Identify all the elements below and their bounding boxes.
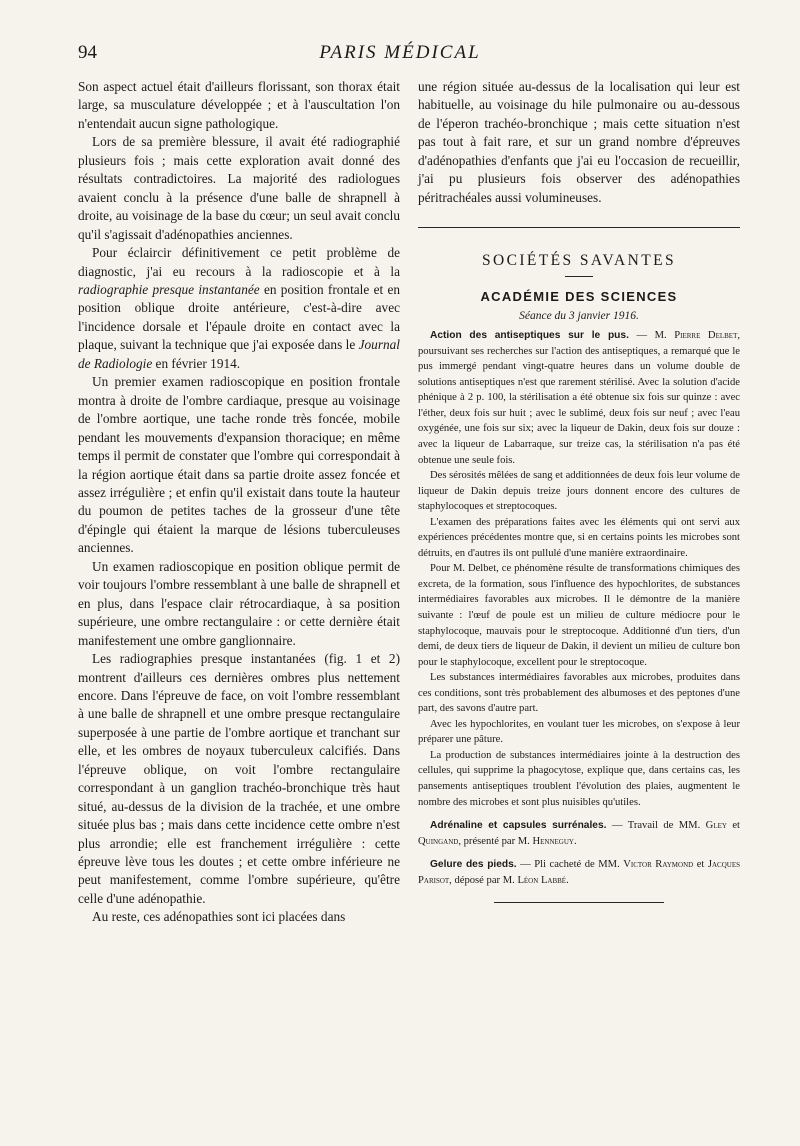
italic-term: radiographie presque instantanée <box>78 281 260 297</box>
end-rule <box>494 902 664 903</box>
session-date: Séance du 3 janvier 1916. <box>519 310 639 323</box>
report-text: , poursuivant ses recherches sur l'action des antiseptiques, a remarqué que le pus immergé pendant vingt-quatre heures dans un volume double de solutions antiseptiques n'est que rarement stérilisé. Avec la solution d'acide phénique à 2 p. 100, la stérilisation a été obtenue six fois sur quinze : avec l'éther, deux fois sur huit ; avec le sublimé, deux fois sur neuf ; avec l'eau oxygénée, une fois sur six; avec la liqueur de Dakin, deux fois sur douze : avec la liqueur de Labarraque, sur treize cas, la stérilisation n'a pas été obtenue une seule fois. <box>418 330 740 466</box>
author-name: Léon Labbé <box>517 874 567 886</box>
paragraph: Un premier examen radioscopique en position frontale montra à droite de l'ombre cardiaque, presque au voisinage de l'ombre aortique, une tache ronde très foncée, mobile pendant les mouvements d'expansion thoracique; en même temps il permit de constater que l'ombre qui correspondait à la région aortique était dans sa partie droite assez foncée et assez irrégulière ; et enfin qu'il existait dans toute la hauteur du poumon de petites taches de la grosseur d'une tête d'épingle qui étaient la marque de lésions tuberculeuses anciennes. <box>78 374 400 556</box>
report-paragraph: La production de substances intermédiaires jointe à la destruction des cellules, qui supprime la phagocytose, explique que, dans certains cas, les pansements antiseptiques troublent l'évolution des plaies, augmentent le nombre des microbes et sont plus nuisibles qu'utiles. <box>418 749 740 808</box>
right-column <box>418 78 740 903</box>
report-text: et <box>693 859 708 871</box>
left-column <box>78 78 400 927</box>
running-title: PARIS MÉDICAL <box>319 42 481 63</box>
journal-title: Journal de Radiologie <box>78 337 400 371</box>
report-paragraph: L'examen des préparations faites avec les éléments qui ont servi aux expériences précédentes montre que, si en certains points les microbes sont détruits, en d'autres ils ont pullulé d'une manière extraordinaire. <box>418 516 740 559</box>
paragraph-text: en février 1914. <box>152 355 241 371</box>
paragraph: Un examen radioscopique en position oblique permit de voir toujours l'ombre ressemblant à une balle de shrapnell et en plus, dans l'espace clair rétrocardiaque, à sa position supérieure, une ombre rectangulaire : or cette dernière était manifestement une ombre ganglionnaire. <box>78 558 400 648</box>
author-name: Pierre Delbet <box>674 330 738 342</box>
report-text: . <box>573 835 577 847</box>
report-paragraph: Avec les hypochlorites, en voulant tuer les microbes, on s'expose à leur préparer une pâture. <box>418 718 740 746</box>
continued-paragraph: une région située au-dessus de la localisation qui leur est habituelle, au voisinage du hile pulmonaire ou au-dessous de l'éperon trachéo-bronchique ; mais cette situation n'est pas tout à fait rare, et sur un grand nombre d'épreuves d'adénopathies d'enfants que j'ai eu l'occasion de recueillir, j'ai pu plusieurs fois observer des adénopathies péritrachéales aussi volumineuses. <box>418 79 740 205</box>
author-name: Henneguy <box>532 835 574 847</box>
author-name: Quingand <box>418 835 459 847</box>
report-title: Gelure des pieds. <box>430 859 517 871</box>
report-item <box>418 857 740 888</box>
report-text: — Travail de MM. <box>606 820 706 832</box>
report-item <box>418 818 740 849</box>
report-paragraph: Pour M. Delbet, ce phénomène résulte de transformations chimiques des excreta, de la formation, sous l'influence des hypochlorites, de substances intermédiaires favorables aux microbes. Il le démontre de la manière suivante : l'œuf de poule est un milieu de culture médiocre pour le staphylocoque, mauvais pour le streptocoque. Additionné d'un tiers, d'un demi, de deux tiers de liqueur de Dakin, il devient un milieu de culture bon pour le staphylocoque, excellent pour le streptocoque. <box>418 563 740 668</box>
author-name: Gley <box>705 820 727 832</box>
report-title: Adrénaline et capsules surrénales. <box>430 820 607 832</box>
report-paragraph: Des sérosités mêlées de sang et additionnées de deux fois leur volume de liqueur de Dakin depuis treize jours donnent encore des cultures de staphylocoques et streptocoques. <box>418 470 740 513</box>
paragraph-text: Pour éclaircir définitivement ce petit problème de diagnostic, j'ai eu recours à la radioscopie et à la <box>78 245 400 279</box>
report-text: et <box>726 820 740 832</box>
report-text: , déposé par M. <box>449 874 518 886</box>
author-name: Jacques Parisot <box>418 859 740 886</box>
report-paragraph: Les substances intermédiaires favorables aux microbes, produites dans ces conditions, sont très probablement des albumoses et des peptones d'une part, des savons d'autre part. <box>418 672 740 715</box>
paragraph: Son aspect actuel était d'ailleurs florissant, son thorax était large, sa musculature développée ; et à l'auscultation l'on n'entendait aucun signe pathologique. <box>78 79 400 131</box>
section-title: SOCIÉTÉS SAVANTES <box>482 252 676 270</box>
academy-heading: ACADÉMIE DES SCIENCES <box>480 289 678 305</box>
report-text: — Pli cacheté de MM. <box>516 859 624 871</box>
paragraph-text: en position frontale et en position oblique droite antérieure, c'est-à-dire avec l'incidence dorsale et l'épaule droite en contact avec la plaque, suivant la technique que j'ai exposée dans le <box>78 281 400 353</box>
report-text: — M. <box>628 330 675 342</box>
author-name: Victor Raymond <box>623 859 694 871</box>
paragraph <box>78 244 400 373</box>
report-text: . <box>566 874 569 886</box>
report-item <box>418 328 740 468</box>
report-text: , présenté par M. <box>458 835 533 847</box>
section-divider <box>418 227 740 228</box>
paragraph: Les radiographies presque instantanées (fig. 1 et 2) montrent d'ailleurs ces dernières ombres plus nettement encore. Dans l'épreuve de face, on voit l'ombre ressemblant à une balle de shrapnell et une ombre presque rectangulaire superposée à une partie de l'ombre aortique et tranchant sur elle, et les ombres de noyaux tuberculeux calcifiés. Dans l'épreuve oblique, on voit l'ombre rectangulaire correspondant à un ganglion trachéo-bronchique très haut situé, au-dessus de la division de la trachée, et une ombre située plus bas ; mais dans cette incidence cette ombre n'est plus arrondie; elle est franchement irrégulière : cette épreuve lève tous les doutes ; et cette ombre inférieure ne peut manifestement, comme l'ombre supérieure, qu'être celle d'une adénopathie. <box>78 651 400 906</box>
report-title: Action des antiseptiques sur le pus. <box>430 330 629 342</box>
paragraph: Au reste, ces adénopathies sont ici placées dans <box>92 909 346 925</box>
paragraph: Lors de sa première blessure, il avait été radiographié plusieurs fois ; mais cette exploration avait donné des résultats contradictoires. La majorité des radiologues avaient conclu à la présence d'une balle de shrapnell à droite, au voisinage de la base du cœur; un seul avait conclu qu'il s'agissait d'adénopathies anciennes. <box>78 134 400 242</box>
title-underline <box>565 276 593 277</box>
page-number: 94 <box>78 42 97 63</box>
